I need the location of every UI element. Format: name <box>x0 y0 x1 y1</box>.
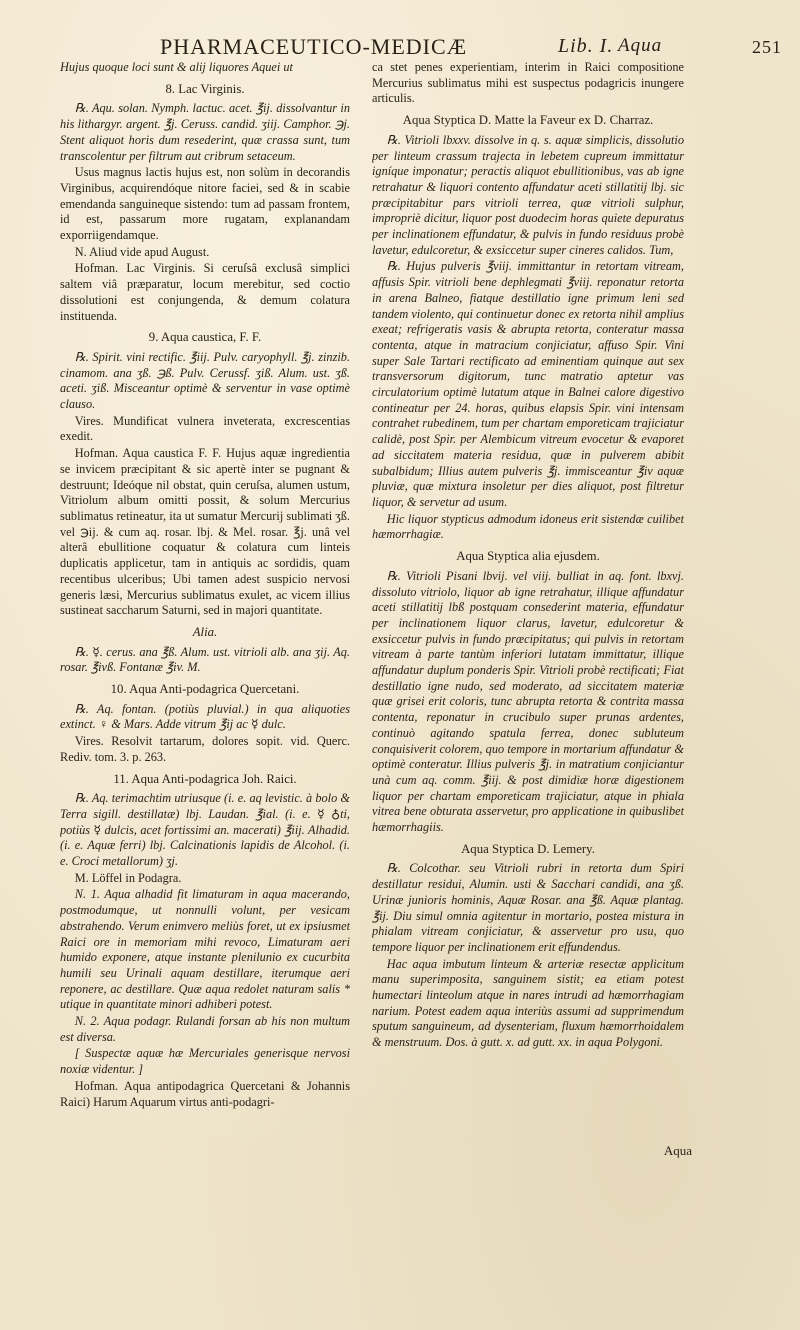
section-heading: Alia. <box>192 624 218 639</box>
paragraph: ca stet penes experientiam, interim in Raici compositione Mercurius sublimatus mihi est suspectus podagricis inungere articulis. <box>372 60 684 106</box>
paragraph: Hic liquor stypticus admodum idoneus erit sistendæ cuilibet hæmorrhagiæ. <box>372 511 684 542</box>
section-heading: Aqua Styptica D. Matte la Faveur ex D. Charraz. <box>402 113 654 128</box>
right-column <box>372 60 684 1170</box>
paragraph: Vires. Resolvit tartarum, dolores sopit. vid. Querc. Rediv. tom. 3. p. 263. <box>60 734 350 764</box>
paragraph: Hofman. Aqua caustica F. F. Hujus aquæ ingredientia se invicem præcipitant & sic apertè inter se pugnant & destruunt; Ideóque nil obstat, quin ceruſsa, alumen ustum, Vitriolum album omitti possit, & solum Mercurius sublimatus retineatur, ita ut sumatur Mercurij sublimati ʒß. vel ℈ij. & cum aq. rosar. lbj. & Mel. rosar. ℥j. unâ vel alterâ ebullitione coquatur & colatura cum linteis duplicatis applicetur, tam in antiquis ac sordidis, quam recentibus ulceribus; Ubi tamen adest suspicio nervosi generis læsi, Mercurius sublimatus exulet, ac vicem illius sustineat saccharum Saturni, sed in majori quantitate. <box>60 446 350 618</box>
paragraph: ℞. Aq. fontan. (potiùs pluvial.) in qua aliquoties extinct. ♀ & Mars. Adde vitrum ℥ij ac ☿ dulc. <box>60 701 350 732</box>
paragraph: [ Suspectæ aquæ hæ Mercuriales generisque nervosi noxiæ videntur. ] <box>60 1046 350 1077</box>
paragraph: ℞. Hujus pulveris ℥viij. immittantur in retortam vitream, affusis Spir. vitrioli bene dephlegmati ℥viij. reponatur retorta in arena Balneo, fiatque destillatio igne primum leni sed tandem violento, qui continuetur donec ex retorta nihil amplius exeat; refrigeratis vasis & abrupta retorta, conteratur massa contenta, atque in matracium conjiciatur, affuso Spir. Vini super Sale Tartari rectificato ad eminentiam quinque aut sex transversorum digitorum, tunc matratio aptetur vas circulatorium optimè lutatum atque in Balnei calore digestivo contineatur per 24. horas, quibus elapsis Spir. vini intensam contrahet rubedinem, tum per chartam emporeticam trajiciatur calidè, post Spir. per Alembicum vitreum evocetur & evaporet ad siccitatem materia residua, quæ in pulverem abibit subalbidum; Illius autem pulveris ℥j. immisceantur ℥iv aquæ pluviæ, quæ mixtura insoletur per dies aliquot, post filtretur liquor, & servetur ad usum. <box>372 259 684 509</box>
paragraph: N. 1. Aqua alhadid fit limaturam in aqua macerando, postmodumque, ut nonnulli volunt, per vesicam abstrahendo. Verum enimvero meliùs foret, ut ex ipsiusmet Raici ore in memoriam mihi revoco, Limaturam aeri humido exponere, atque instante plenilunio ex cucurbita humili seu Urinali aquam destillare, iterumque aeri reponere, ac destillare. Quæ aqua redolet naturam salis * utique in quantitate minori adhiberi potest. <box>60 887 350 1012</box>
paragraph: Usus magnus lactis hujus est, non solùm in decorandis Virginibus, acquirendóque nitore faciei, sed & in scabie emendanda sanguineque sistendo: tum ad passam frontem, id est, passarum more rugatam, explanandam exporriigendamque. <box>60 165 350 243</box>
paragraph: ℞. Vitrioli lbxxv. dissolve in q. s. aquæ simplicis, dissolutio per linteum crassum trajecta in lebetem cupreum immittatur igníque imponatur; peractis aliquot ebullitionibus, vas ab igne retrahatur & liquori contento affundatur aceti stillatitij lbj. sic præcipitabitur pars vitrioli terrea, quæ vitrioli sulphur, impropriè dicitur, liquor post duodecim horas quiete depuratus per inclinationem effundatur, & pulvis in fundo residuus probè lavetur, edulcoretur, & exsiccetur super cineres calidos. Tum, <box>372 132 684 257</box>
paragraph: N. 2. Aqua podagr. Rulandi forsan ab his non multum est diversa. <box>60 1014 350 1044</box>
paragraph: Hac aqua imbutum linteum & arteriæ resectæ applicitum manu superimposita, sanguinem sistit; ea etiam potest humectari linteolum atque in nares intrudi ad hæmorrhagiam narium. Potest eadem aqua interiùs assumi ad supprimendum sputum sanguineum, ad dysenteriam, fluxum hæmorrhoidalem & menstruum. Dos. à gutt. x. ad gutt. xx. in aqua Polygoni. <box>372 956 684 1050</box>
section-heading: Aqua Styptica alia ejusdem. <box>456 549 600 564</box>
header-title: PHARMACEUTICO-MEDICÆ <box>160 34 468 59</box>
paragraph: ℞. Vitrioli Pisani lbvij. vel viij. bulliat in aq. font. lbxvj. dissoluto vitriolo, liquor ab igne retrahatur, illique affundatur aceti stillatitij lbß postquam consederint materia, effundatur per inclinationem liquor clarus, lavetur, edulcoretur & exsiccetur pulvis in fundo præcipitatus; qui pulvis in retortam vitream à parte tantùm inferiori lutatam immittatur, illique affundatur duplum ponderis Spir. Vitrioli probè rectificati; Fiat destillatio igne nudo, sed moderato, ad siccitatem materiæ quæ grisei erit coloris, tunc abrupta retorta & contrita massa contenta, reponatur in crucibulo super prunas ardentes, continuò agitando spatula ferrea, donec subluteum conquisiverit colorem, quo tempore in mortarium affundatur & optimè conteratur. Illius pulveris ℥j. in matratium conjiciantur unà cum aq. comm. ℥iij. & post dimidiæ horæ digestionem liquor per chartam emporeticam trajiciatur, atque in phiala vitrea bene obturata asservetur, pro applicatione in quibuslibet hæmorrhagiis. <box>372 568 684 835</box>
page-number: 251 <box>752 37 782 57</box>
left-column <box>60 60 350 1185</box>
paragraph: Hujus quoque loci sunt & alij liquores Aquei ut <box>60 60 293 74</box>
paragraph: ℞. Aq. terimachtim utriusque (i. e. aq levistic. à bolo & Terra sigill. destillatæ) lbj. Laudan. ℥ial. (i. e. ☿ ♁ti, potiùs ☿ dulcis, acet fortissimi an. macerati) ℥iij. Alhadid. (i. e. Aquæ ferri) lbj. Calcinationis lapidis de Alcohol. (i. e. Croci metallorum) ʒj. <box>60 791 350 869</box>
section-heading: Aqua Styptica D. Lemery. <box>461 841 595 856</box>
section-heading: 11. Aqua Anti-podagrica Joh. Raici. <box>113 771 297 786</box>
paragraph: ℞. Colcothar. seu Vitrioli rubri in retorta dum Spiri destillatur residui, Alumin. usti & Sacchari candidi, ana ʒß. Urinæ junioris hominis, Aquæ Rosar. ana ℥ß. Aquæ plantag. ℥ij. Diu simul omnia agitentur in mortario, postea mistura in phialam vitream conjiciatur, & asservetur pro usu, quo tempore liquor per inclinationem erit effundendus. <box>372 861 684 954</box>
paragraph: Vires. Mundificat vulnera inveterata, excrescentias exedit. <box>60 413 350 444</box>
header-running-word: Aqua <box>618 35 663 56</box>
section-heading: 9. Aqua caustica, F. F. <box>148 330 262 345</box>
section-heading: 10. Aqua Anti-podagrica Quercetani. <box>110 682 300 697</box>
header-book-number: Lib. I. <box>558 35 614 57</box>
catchword: Aqua <box>663 1143 692 1158</box>
paragraph: M. Löffel in Podagra. <box>74 870 182 885</box>
paragraph: ℞. ☿. cerus. ana ℥ß. Alum. ust. vitrioli alb. ana ʒij. Aq. rosar. ℥ivß. Fontanæ ℥iv. M. <box>60 644 350 675</box>
section-heading: 8. Lac Virginis. <box>165 81 245 96</box>
paragraph: Hofman. Aqua antipodagrica Quercetani & Johannis Raici) Harum Aquarum virtus anti-podagri- <box>60 1078 350 1109</box>
paragraph: ℞. Aqu. solan. Nymph. lactuc. acet. ℥ij. dissolvantur in his lithargyr. argent. ℥j. Ceruss. candid. ʒiij. Camphor. ℈j. Stent aliquot horis dum resederint, quæ crassa sunt, tum transcolentur per filtrum aut cribrum setaceum. <box>60 101 350 163</box>
paragraph: N. Aliud vide apud August. <box>74 244 210 259</box>
paragraph: ℞. Spirit. vini rectific. ℥iij. Pulv. caryophyll. ℥j. zinzib. cinamom. ana ʒß. ℈ß. Pulv. Cerussf. ʒiß. Alum. ust. ʒß. aceti. ʒiß. Misceantur optimè & serventur in vase optimè clauso. <box>60 349 350 412</box>
paragraph: Hofman. Lac Virginis. Si ceruſsâ exclusâ simplici saltem viâ præparatur, locum merebitur, sed coctio dissolutioni est conjungenda, & demum colatura instituenda. <box>60 261 350 323</box>
